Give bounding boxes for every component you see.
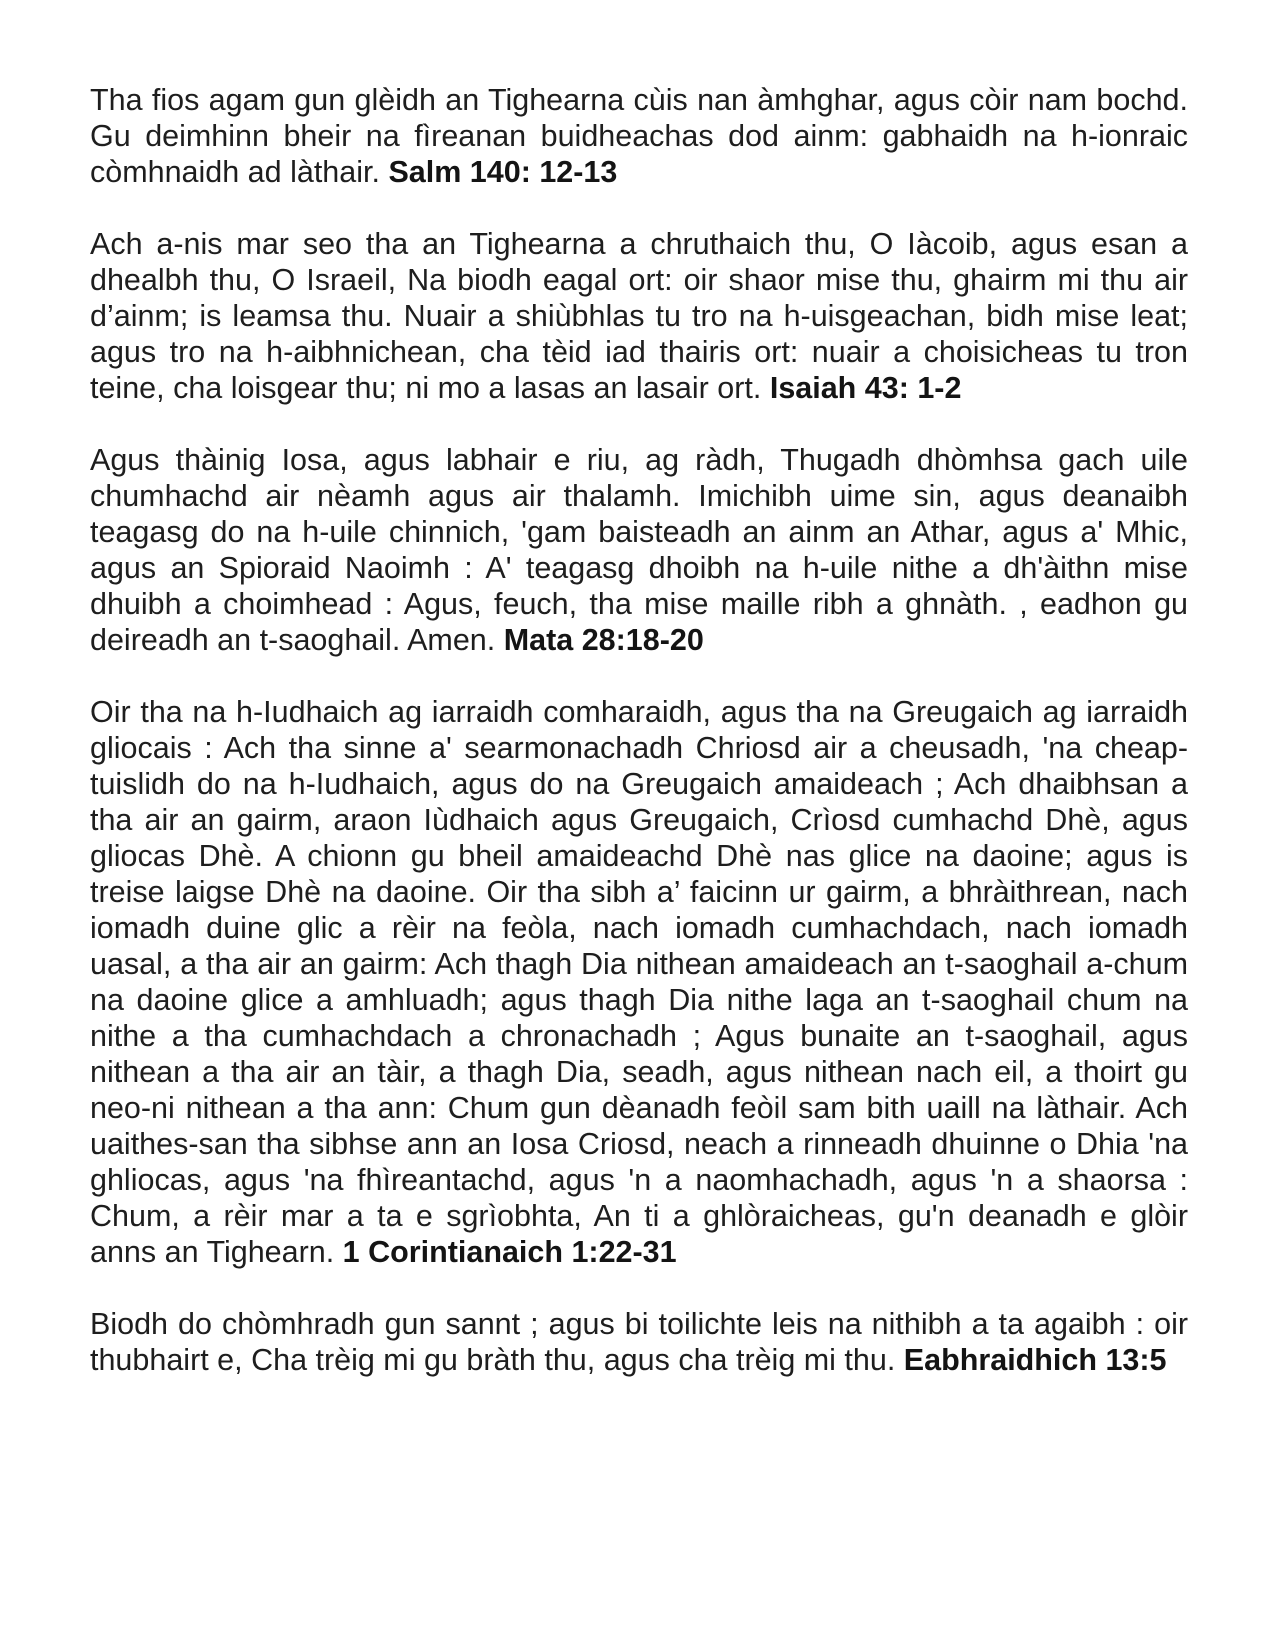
scripture-reference: Eabhraidhich 13:5 [903, 1343, 1167, 1377]
passage-salm [90, 82, 1188, 190]
passage-corintianaich [90, 694, 1188, 1270]
document-page [90, 82, 1188, 1414]
passage-text: Ach a-nis mar seo tha an Tighearna a chruthaich thu, O Iàcoib, agus esan a dhealbh thu, O Israeil, Na biodh eagal ort: oir shaor mise thu, ghairm mi thu air d’ainm; is leamsa thu. Nuair a shiùbhlas tu tro na h-uisgeachan, bidh mise leat; agus tro na h-aibhnichean, cha tèid iad thairis ort: nuair a choisicheas tu tron teine, cha loisgear thu; ni mo a lasas an lasair ort. [90, 227, 1188, 405]
passage-eabhraidhich [90, 1306, 1188, 1378]
passage-text: Oir tha na h-Iudhaich ag iarraidh comharaidh, agus tha na Greugaich ag iarraidh gliocais : Ach tha sinne a' searmonachadh Chriosd air a cheusadh, 'na cheap-tuislidh do na h-Iudhaich, agus do na Greugaich amaideach ; Ach dhaibhsan a tha air an gairm, araon Iùdhaich agus Greugaich, Crìosd cumhachd Dhè, agus gliocas Dhè. A chionn gu bheil amaideachd Dhè nas glice na daoine; agus is treise laigse Dhè na daoine. Oir tha sibh a’ faicinn ur gairm, a bhràithrean, nach iomadh duine glic a rèir na feòla, nach iomadh cumhachdach, nach iomadh uasal, a tha air an gairm: Ach thagh Dia nithean amaideach an t-saoghail a-chum na daoine glice a amhluadh; agus thagh Dia nithe laga an t-saoghail chum na nithe a tha cumhachdach a chronachadh ; Agus bunaite an t-saoghail, agus nithean a tha air an tàir, a thagh Dia, seadh, agus nithean nach eil, a thoirt gu neo-ni nithean a tha ann: Chum gun dèanadh feòil sam bith uaill na làthair. Ach uaithes-san tha sibhse ann an Iosa Criosd, neach a rinneadh dhuinne o Dhia 'na ghliocas, agus 'na fhìreantachd, agus 'n a naomhachadh, agus 'n a shaorsa : Chum, a rèir mar a ta e sgrìobhta, An ti a ghlòraicheas, gu'n deanadh e glòir anns an Tighearn. [90, 695, 1188, 1269]
scripture-reference: 1 Corintianaich 1:22-31 [342, 1235, 677, 1269]
passage-text: Biodh do chòmhradh gun sannt ; agus bi toilichte leis na nithibh a ta agaibh : oir thubhairt e, Cha trèig mi gu bràth thu, agus cha trèig mi thu. [90, 1307, 1188, 1377]
passage-isaiah [90, 226, 1188, 406]
passage-mata [90, 442, 1188, 658]
scripture-reference: Salm 140: 12-13 [388, 155, 618, 189]
scripture-reference: Mata 28:18-20 [503, 623, 704, 657]
scripture-reference: Isaiah 43: 1-2 [769, 371, 962, 405]
passage-text: Tha fios agam gun glèidh an Tighearna cùis nan àmhghar, agus còir nam bochd. Gu deimhinn bheir na fìreanan buidheachas dod ainm: gabhaidh na h-ionraic còmhnaidh ad làthair. [90, 83, 1188, 189]
passage-text: Agus thàinig Iosa, agus labhair e riu, ag ràdh, Thugadh dhòmhsa gach uile chumhachd air nèamh agus air thalamh. Imichibh uime sin, agus deanaibh teagasg do na h-uile chinnich, 'gam baisteadh an ainm an Athar, agus a' Mhic, agus an Spioraid Naoimh : A' teagasg dhoibh na h-uile nithe a dh'àithn mise dhuibh a choimhead : Agus, feuch, tha mise maille ribh a ghnàth. , eadhon gu deireadh an t-saoghail. Amen. [90, 443, 1188, 657]
